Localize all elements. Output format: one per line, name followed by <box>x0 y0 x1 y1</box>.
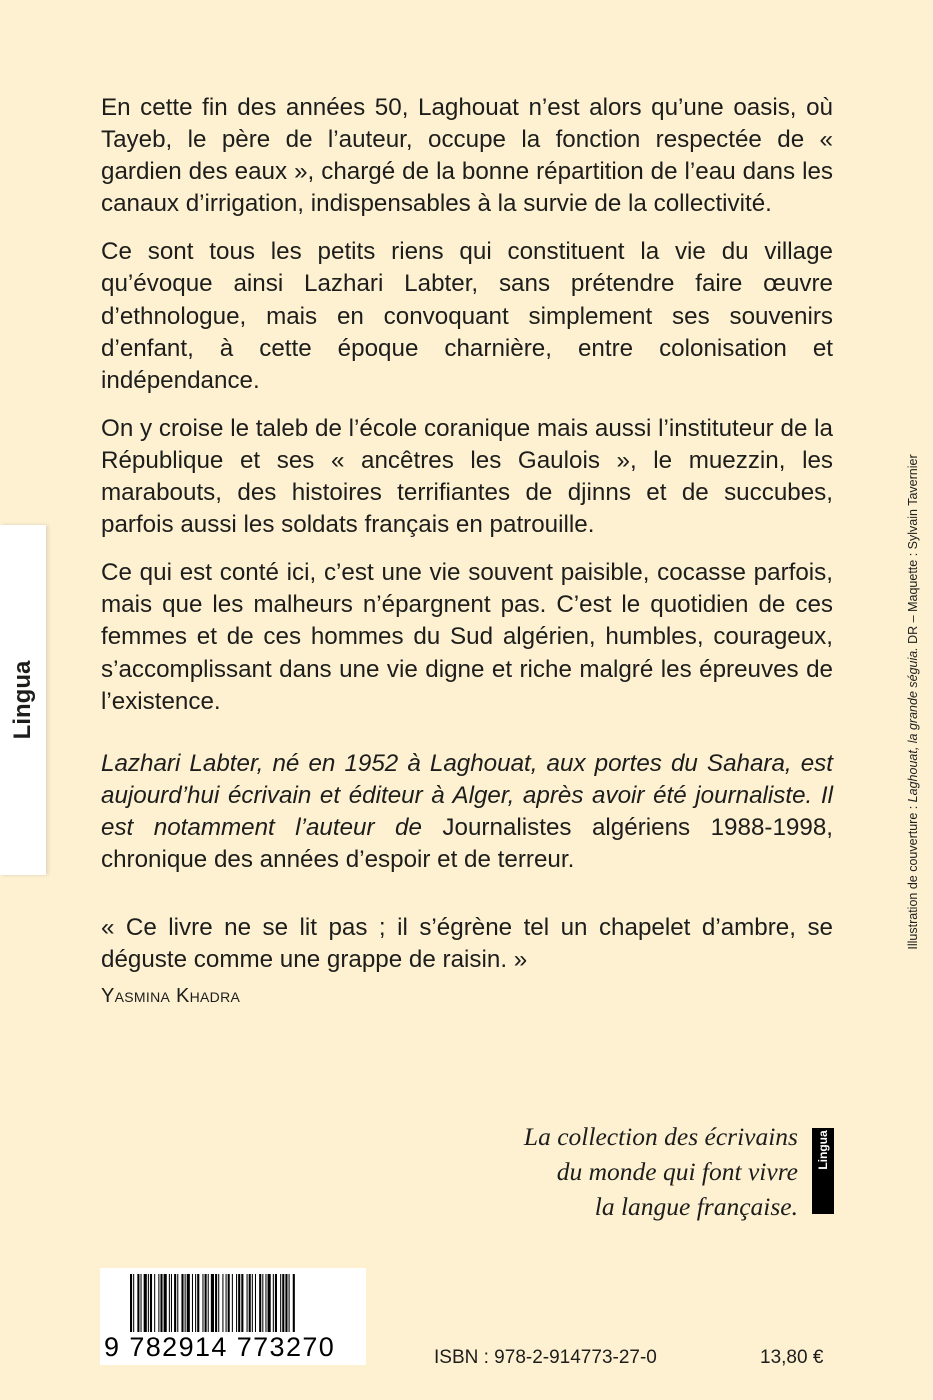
lingua-badge-label: Lingua <box>816 1130 830 1170</box>
author-bio-text: Lazhari Labter, né en 1952 à Laghouat, aux portes du Sahara, est aujourd’hui écrivain et éditeur à Alger, après avoir été journaliste. Il est notamment l’auteur de <box>101 749 833 841</box>
review-quote: « Ce livre ne se lit pas ; il s’égrène tel un chapelet d’ambre, se déguste comme une grappe de raisin. » <box>101 914 833 974</box>
isbn: ISBN : 978-2-914773-27-0 <box>434 1347 657 1368</box>
collection-tagline <box>430 1119 798 1224</box>
paragraph-2: Ce sont tous les petits riens qui constituent la vie du village qu’évoque ainsi Lazhari Labter, sans prétendre faire œuvre d’ethnologue, mais en convoquant simplement ses souvenirs d’enfant, à cette époque charnière, entre colonisation et indépendance. <box>101 238 833 394</box>
back-cover-text <box>101 92 833 1012</box>
quote-author: Yasmina Khadra <box>101 985 241 1008</box>
price: 13,80 € <box>760 1347 824 1368</box>
paragraph-3: On y croise le taleb de l’école coranique mais aussi l’instituteur de la République et ses « ancêtres les Gaulois », le muezzin, les marabouts, des histoires terrifiantes de djinns et de succubes, parfois aussi les soldats français en patrouille. <box>101 414 833 539</box>
credits-illustration-title: Laghouat, la grande séguia. <box>906 647 920 803</box>
barcode-digits: 9 782914 773270 <box>104 1332 336 1362</box>
tagline-line-1: La collection des écrivains <box>523 1122 798 1151</box>
tagline-line-2: du monde qui font vivre <box>556 1157 798 1186</box>
barcode <box>100 1268 366 1365</box>
credits-prefix: Illustration de couverture : <box>906 802 920 950</box>
paragraph-1: En cette fin des années 50, Laghouat n’est alors qu’une oasis, où Tayeb, le père de l’auteur, occupe la fonction respectée de « gardien des eaux », chargé de la bonne répartition de l’eau dans les canaux d’irrigation, indispensables à la survie de la collectivité. <box>101 94 833 218</box>
author-bio <box>101 748 833 876</box>
credits-suffix: DR – Maquette : Sylvain Tavernier <box>906 454 920 648</box>
lingua-side-tab <box>0 525 46 875</box>
lingua-badge <box>812 1128 834 1214</box>
lingua-tab-label: Lingua <box>9 660 36 740</box>
cover-credits <box>906 454 920 949</box>
author-bio-book-title: Journalistes algériens 1988-1998, chronique des années d’espoir et de terreur. <box>101 813 833 873</box>
paragraph-4: Ce qui est conté ici, c’est une vie souvent paisible, cocasse parfois, mais que les malheurs n’épargnent pas. C’est le quotidien de ces femmes et de ces hommes du Sud algérien, humbles, courageux, s’accomplissant dans une vie digne et riche malgré les épreuves de l’existence. <box>101 559 833 715</box>
tagline-line-3: la langue française. <box>594 1192 798 1221</box>
